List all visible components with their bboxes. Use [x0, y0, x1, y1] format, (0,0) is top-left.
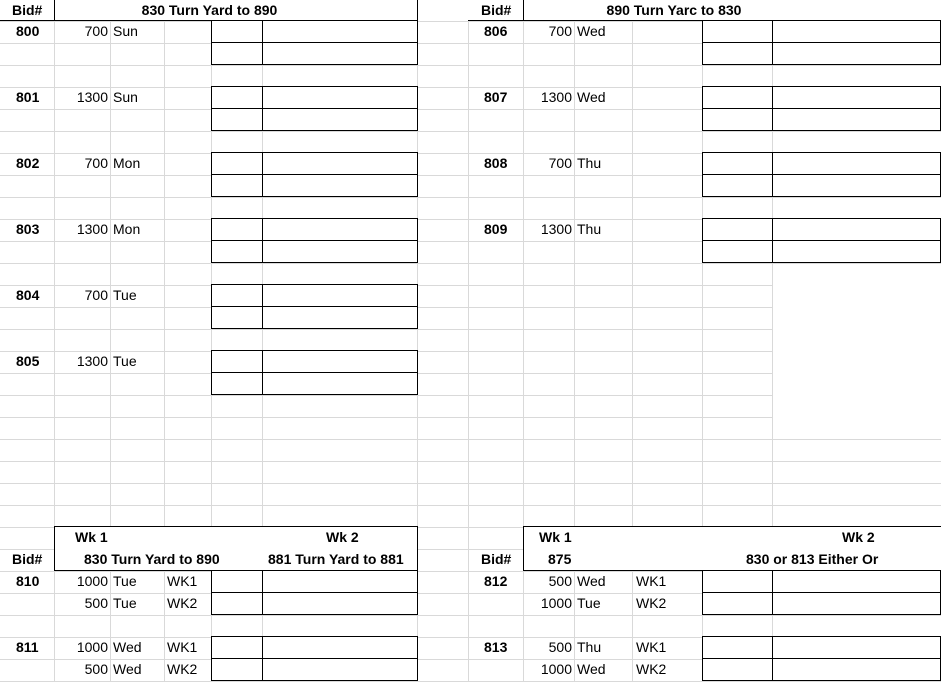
- week-cell: WK2: [636, 661, 667, 677]
- time-cell: 1000: [540, 595, 572, 611]
- grid-row-line: [0, 505, 941, 506]
- time-cell: 700: [548, 23, 572, 39]
- bottom-left-wk1-title: 830 Turn Yard to 890: [84, 551, 220, 567]
- week-cell: WK1: [167, 573, 198, 589]
- time-cell: 1300: [76, 89, 108, 105]
- entry-box-column-divider: [262, 636, 263, 681]
- grid-column-line: [54, 0, 55, 682]
- grid-row-line: [0, 197, 941, 198]
- top-left-title: 830 Turn Yard to 890: [141, 2, 278, 18]
- entry-box-row-divider: [211, 658, 418, 659]
- bottom-left-wk2-title: 881 Turn Yard to 881: [268, 551, 404, 567]
- entry-box-column-divider: [262, 350, 263, 395]
- day-cell: Sun: [113, 89, 138, 105]
- bid-number: 802: [16, 155, 40, 171]
- grid-column-line: [110, 0, 111, 682]
- time-cell: 1300: [540, 89, 572, 105]
- time-cell: 1300: [76, 221, 108, 237]
- entry-box-column-divider: [262, 570, 263, 615]
- grid-row-line: [0, 65, 941, 66]
- entry-box-column-divider: [262, 20, 263, 65]
- day-cell: Tue: [577, 595, 601, 611]
- time-cell: 700: [84, 287, 108, 303]
- entry-box-row-divider: [702, 592, 941, 593]
- entry-box-column-divider: [772, 20, 773, 65]
- bottom-right-header-box: [523, 526, 941, 571]
- bid-number: 805: [16, 353, 40, 369]
- bottom-left-bid-header: Bid#: [12, 551, 43, 567]
- day-cell: Tue: [113, 573, 137, 589]
- time-cell: 500: [548, 573, 572, 589]
- bottom-right-wk1-title: 875: [548, 551, 572, 567]
- day-cell: Sun: [113, 23, 138, 39]
- time-cell: 1000: [76, 573, 108, 589]
- bid-number: 808: [484, 155, 508, 171]
- entry-box-column-divider: [262, 152, 263, 197]
- entry-box-row-divider: [702, 42, 941, 43]
- entry-box-row-divider: [211, 108, 418, 109]
- bid-number: 804: [16, 287, 40, 303]
- bottom-right-wk2-label: Wk 2: [842, 529, 875, 545]
- day-cell: Thu: [577, 639, 602, 655]
- time-cell: 1000: [76, 639, 108, 655]
- grid-column-line: [574, 0, 575, 682]
- entry-box-column-divider: [262, 218, 263, 263]
- week-cell: WK2: [167, 595, 198, 611]
- entry-box-column-divider: [772, 218, 773, 263]
- time-cell: 500: [548, 639, 572, 655]
- top-right-bid-header: Bid#: [481, 2, 512, 18]
- bottom-right-bid-header: Bid#: [481, 551, 512, 567]
- day-cell: Tue: [113, 287, 137, 303]
- bid-number: 811: [16, 639, 39, 655]
- time-cell: 500: [84, 595, 108, 611]
- time-cell: 500: [84, 661, 108, 677]
- week-cell: WK1: [636, 573, 667, 589]
- day-cell: Thu: [577, 155, 602, 171]
- bid-number: 810: [16, 573, 40, 589]
- week-cell: WK2: [636, 595, 667, 611]
- grid-row-line: [0, 615, 941, 616]
- entry-box-row-divider: [702, 174, 941, 175]
- time-cell: 1300: [76, 353, 108, 369]
- day-cell: Wed: [577, 573, 606, 589]
- entry-box-column-divider: [262, 86, 263, 131]
- week-cell: WK2: [167, 661, 198, 677]
- grid-column-line: [468, 0, 469, 682]
- grid-column-line: [164, 0, 165, 682]
- week-cell: WK1: [636, 639, 667, 655]
- entry-box-row-divider: [211, 306, 418, 307]
- bottom-right-wk1-label: Wk 1: [539, 529, 572, 545]
- bid-number: 809: [484, 221, 508, 237]
- bottom-right-wk2-title: 830 or 813 Either Or: [746, 551, 879, 567]
- day-cell: Tue: [113, 595, 137, 611]
- bid-number: 813: [484, 639, 508, 655]
- bid-number: 800: [16, 23, 40, 39]
- entry-box-column-divider: [772, 636, 773, 681]
- week-cell: WK1: [167, 639, 198, 655]
- time-cell: 1000: [540, 661, 572, 677]
- day-cell: Tue: [113, 353, 137, 369]
- day-cell: Mon: [113, 155, 141, 171]
- entry-box-row-divider: [702, 108, 941, 109]
- bottom-left-wk2-label: Wk 2: [326, 529, 359, 545]
- entry-box-row-divider: [211, 240, 418, 241]
- top-left-bid-header: Bid#: [12, 2, 43, 18]
- grid-row-line: [0, 461, 941, 462]
- entry-box-row-divider: [211, 372, 418, 373]
- blank-area: [773, 264, 941, 437]
- time-cell: 1300: [540, 221, 572, 237]
- time-cell: 700: [548, 155, 572, 171]
- entry-box-column-divider: [262, 284, 263, 329]
- entry-box-column-divider: [772, 86, 773, 131]
- grid-row-line: [0, 439, 941, 440]
- top-right-title: 890 Turn Yarc to 830: [606, 2, 742, 18]
- bid-number: 812: [484, 573, 508, 589]
- day-cell: Wed: [113, 639, 142, 655]
- time-cell: 700: [84, 155, 108, 171]
- bid-number: 806: [484, 23, 508, 39]
- entry-box-row-divider: [702, 658, 941, 659]
- day-cell: Wed: [577, 23, 606, 39]
- entry-box-row-divider: [211, 42, 418, 43]
- entry-box-row-divider: [211, 592, 418, 593]
- grid-row-line: [0, 483, 941, 484]
- bid-number: 803: [16, 221, 40, 237]
- entry-box-row-divider: [702, 240, 941, 241]
- grid-row-line: [0, 131, 941, 132]
- bid-number: 801: [16, 89, 40, 105]
- day-cell: Wed: [577, 661, 606, 677]
- day-cell: Wed: [577, 89, 606, 105]
- grid-column-line: [632, 0, 633, 682]
- day-cell: Mon: [113, 221, 141, 237]
- bottom-left-wk1-label: Wk 1: [75, 529, 108, 545]
- time-cell: 700: [84, 23, 108, 39]
- entry-box-row-divider: [211, 174, 418, 175]
- entry-box-column-divider: [772, 152, 773, 197]
- day-cell: Thu: [577, 221, 602, 237]
- day-cell: Wed: [113, 661, 142, 677]
- entry-box-column-divider: [772, 570, 773, 615]
- bid-number: 807: [484, 89, 508, 105]
